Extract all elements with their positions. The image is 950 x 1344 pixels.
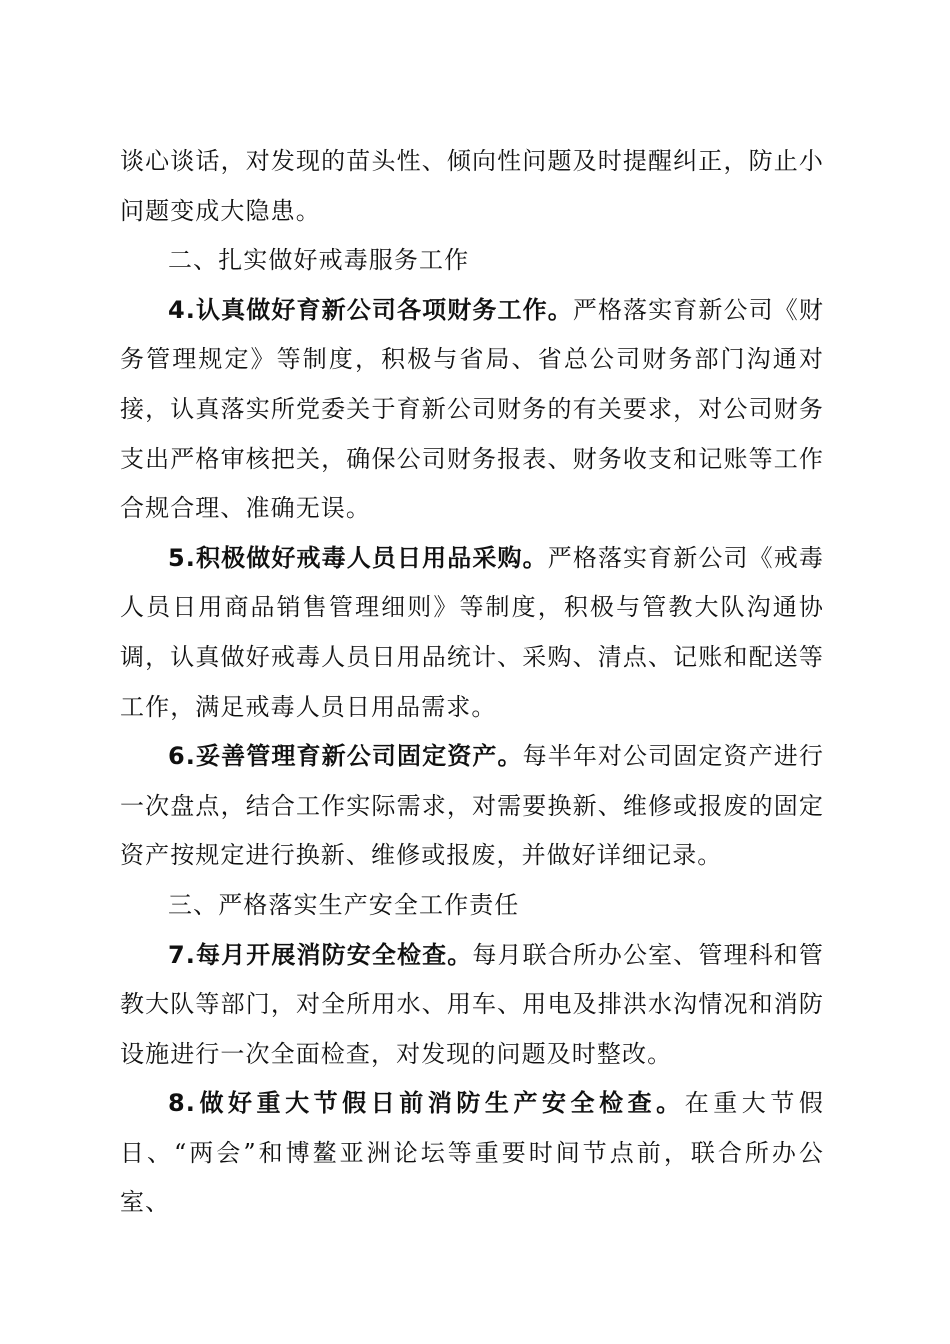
item-body-5: 严格落实育新公司《戒毒人员日用商品销售管理细则》等制度，积极与管教大队沟通协调，认真做好戒毒人员日用品统计、采购、清点、记账和配送等工作，满足戒毒人员日用品需求。 bbox=[120, 543, 824, 721]
section-heading-3: 三、严格落实生产安全工作责任 bbox=[168, 890, 520, 919]
item-lead-5: 5.积极做好戒毒人员日用品采购。 bbox=[168, 543, 548, 572]
item-lead-6: 6.妥善管理育新公司固定资产。 bbox=[168, 742, 523, 771]
item-paragraph-5 bbox=[120, 534, 824, 732]
document-body bbox=[120, 137, 824, 1228]
item-body-7: 每月联合所办公室、管理科和管教大队等部门，对全所用水、用车、用电及排洪水沟情况和消防设施进行一次全面检查，对发现的问题及时整改。 bbox=[120, 940, 824, 1068]
item-paragraph-4 bbox=[120, 286, 824, 534]
item-lead-7: 7.每月开展消防安全检查。 bbox=[168, 940, 473, 969]
item-paragraph-8 bbox=[120, 1079, 824, 1228]
item-lead-8: 8.做好重大节假日前消防生产安全检查。 bbox=[168, 1089, 685, 1118]
item-paragraph-6 bbox=[120, 732, 824, 881]
item-body-6: 每半年对公司固定资产进行一次盘点，结合工作实际需求，对需要换新、维修或报废的固定资产按规定进行换新、维修或报废，并做好详细记录。 bbox=[120, 742, 824, 870]
continuation-paragraph: 谈心谈话，对发现的苗头性、倾向性问题及时提醒纠正，防止小问题变成大隐患。 bbox=[120, 147, 824, 225]
item-paragraph-7 bbox=[120, 931, 824, 1080]
item-body-4: 严格落实育新公司《财务管理规定》等制度，积极与省局、省总公司财务部门沟通对接，认真落实所党委关于育新公司财务的有关要求，对公司财务支出严格审核把关，确保公司财务报表、财务收支和记账等工作合规合理、准确无误。 bbox=[120, 295, 825, 523]
item-lead-4: 4.认真做好育新公司各项财务工作。 bbox=[168, 295, 573, 324]
item-body-8: 在重大节假日、“两会”和博鳌亚洲论坛等重要时间节点前，联合所办公室、 bbox=[120, 1089, 824, 1217]
section-heading-2: 二、扎实做好戒毒服务工作 bbox=[168, 246, 470, 275]
